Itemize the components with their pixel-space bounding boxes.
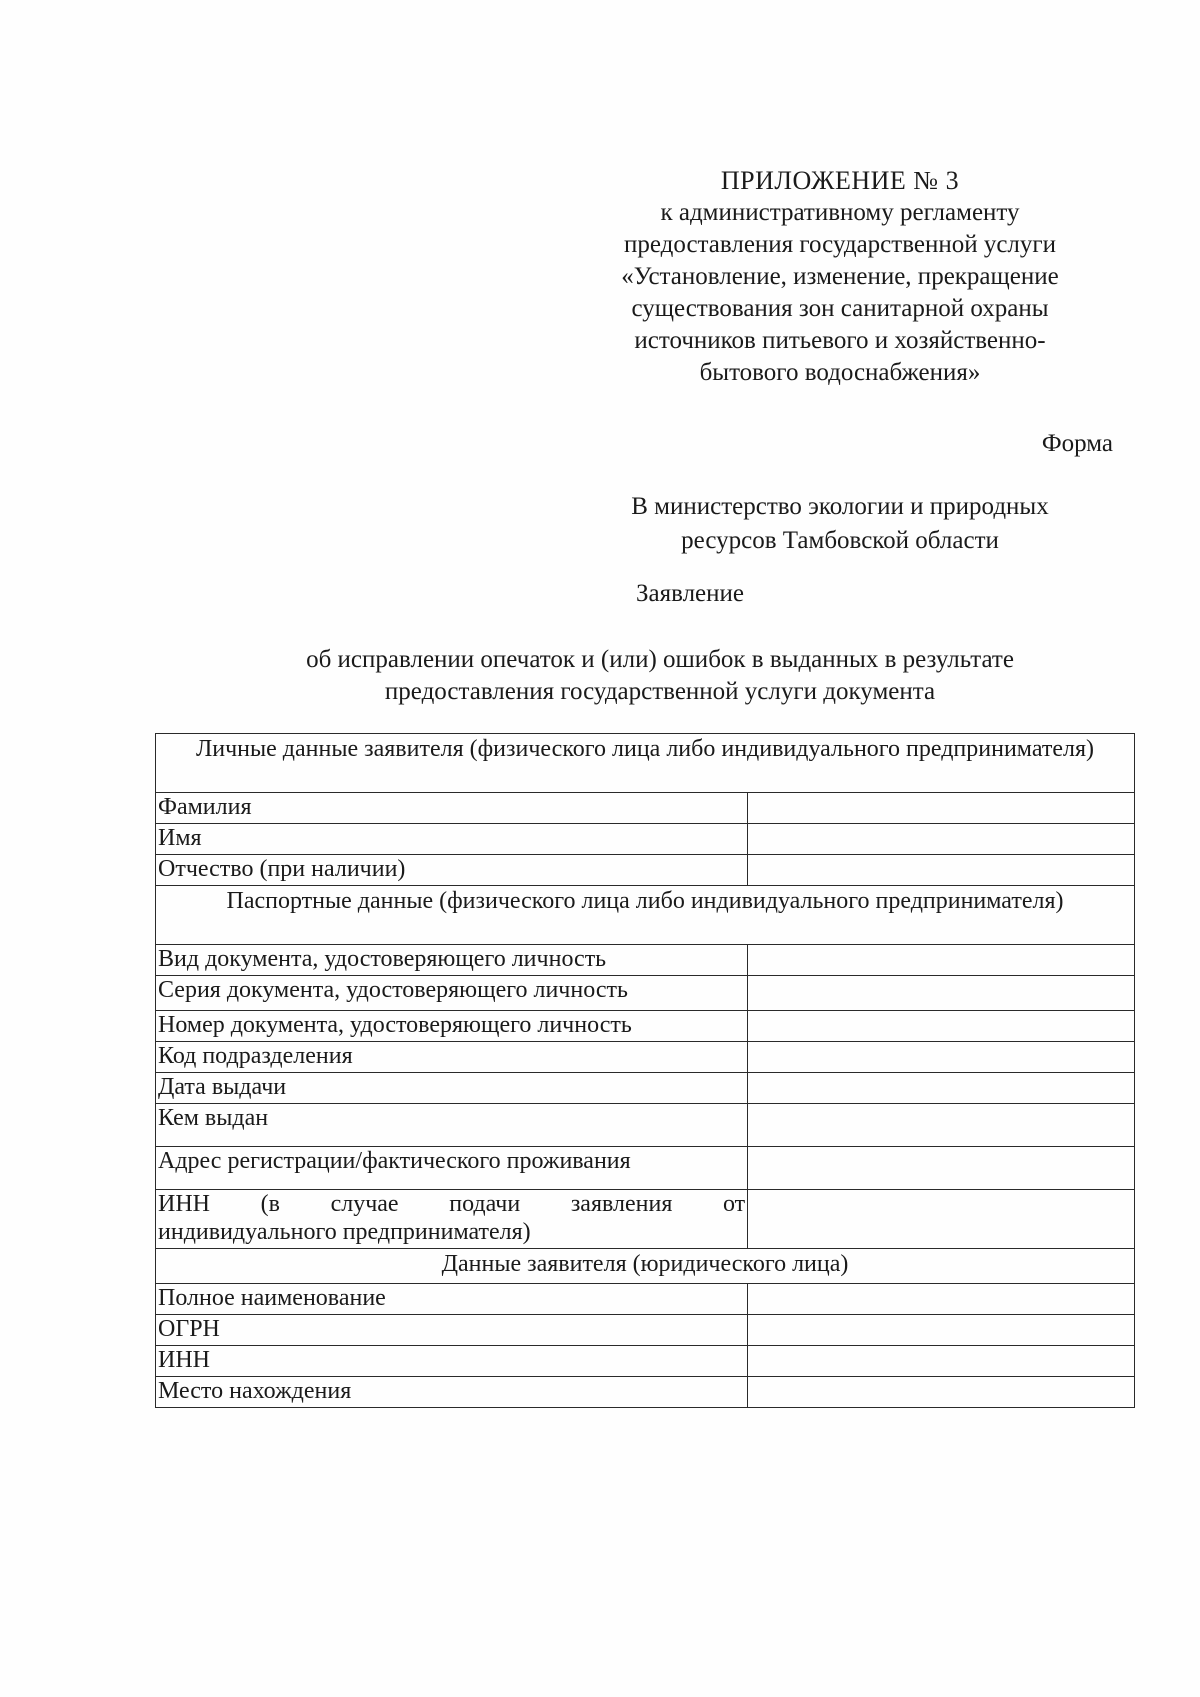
field-label-ogrn: ОГРН [156,1315,748,1346]
field-value-id-type[interactable] [748,945,1135,976]
field-label-inn-legal: ИНН [156,1346,748,1377]
field-value-issued-by[interactable] [748,1104,1135,1147]
field-label-id-type: Вид документа, удостоверяющего личность [156,945,748,976]
inn-ip-word: заявления [570,1191,673,1217]
field-label-inn-ip [156,1190,748,1249]
appendix-title: ПРИЛОЖЕНИЕ № 3 [720,166,960,195]
appendix-line: к административному регламенту [660,199,1020,226]
field-value-address[interactable] [748,1147,1135,1190]
document-subtitle [220,644,1100,708]
field-value-surname[interactable] [748,793,1135,824]
recipient-line: В министерство экологии и природных [631,493,1049,520]
subtitle-line: предоставления государственной услуги документа [384,678,936,705]
section-header-passport: Паспортные данные (физического лица либо индивидуального предпринимателя) [156,886,1135,945]
section-header-legal: Данные заявителя (юридического лица) [156,1249,1135,1284]
field-label-location: Место нахождения [156,1377,748,1408]
field-value-ogrn[interactable] [748,1315,1135,1346]
field-value-id-series[interactable] [748,976,1135,1011]
field-label-patronymic: Отчество (при наличии) [156,855,748,886]
appendix-line: бытового водоснабжения» [699,359,981,386]
field-label-issued-by: Кем выдан [156,1104,748,1147]
field-label-id-number: Номер документа, удостоверяющего личность [156,1011,748,1042]
field-value-division-code[interactable] [748,1042,1135,1073]
inn-ip-word: ИНН [158,1191,210,1217]
field-label-name: Имя [156,824,748,855]
inn-ip-line1 [158,1190,745,1218]
field-value-issue-date[interactable] [748,1073,1135,1104]
section-header-personal: Личные данные заявителя (физического лица либо индивидуального предпринимателя) [156,734,1135,793]
field-value-location[interactable] [748,1377,1135,1408]
recipient-block [590,490,1090,558]
inn-ip-word: подачи [449,1191,521,1217]
field-value-name[interactable] [748,824,1135,855]
appendix-line: источников питьевого и хозяйственно- [634,327,1046,354]
field-value-id-number[interactable] [748,1011,1135,1042]
field-label-id-series: Серия документа, удостоверяющего личность [156,976,748,1011]
appendix-line: предоставления государственной услуги [623,231,1057,258]
field-label-issue-date: Дата выдачи [156,1073,748,1104]
document-title: Заявление [635,580,745,607]
appendix-header [580,165,1100,389]
form-label: Форма [1041,430,1113,457]
field-label-division-code: Код подразделения [156,1042,748,1073]
inn-ip-word: случае [330,1191,399,1217]
subtitle-line: об исправлении опечаток и (или) ошибок в выданных в результате [306,646,1014,673]
field-label-address: Адрес регистрации/фактического проживания [156,1147,748,1190]
field-value-inn-ip[interactable] [748,1190,1135,1249]
recipient-line: ресурсов Тамбовской области [681,527,999,554]
appendix-line: «Установление, изменение, прекращение [621,263,1059,290]
field-label-full-name: Полное наименование [156,1284,748,1315]
field-label-surname: Фамилия [156,793,748,824]
inn-ip-word: от [722,1191,746,1217]
field-value-full-name[interactable] [748,1284,1135,1315]
inn-ip-line2: индивидуального предпринимателя) [158,1219,531,1245]
applicant-form-table [155,733,1135,1408]
inn-ip-word: (в [260,1191,280,1217]
field-value-inn-legal[interactable] [748,1346,1135,1377]
appendix-line: существования зон санитарной охраны [631,295,1049,322]
field-value-patronymic[interactable] [748,855,1135,886]
